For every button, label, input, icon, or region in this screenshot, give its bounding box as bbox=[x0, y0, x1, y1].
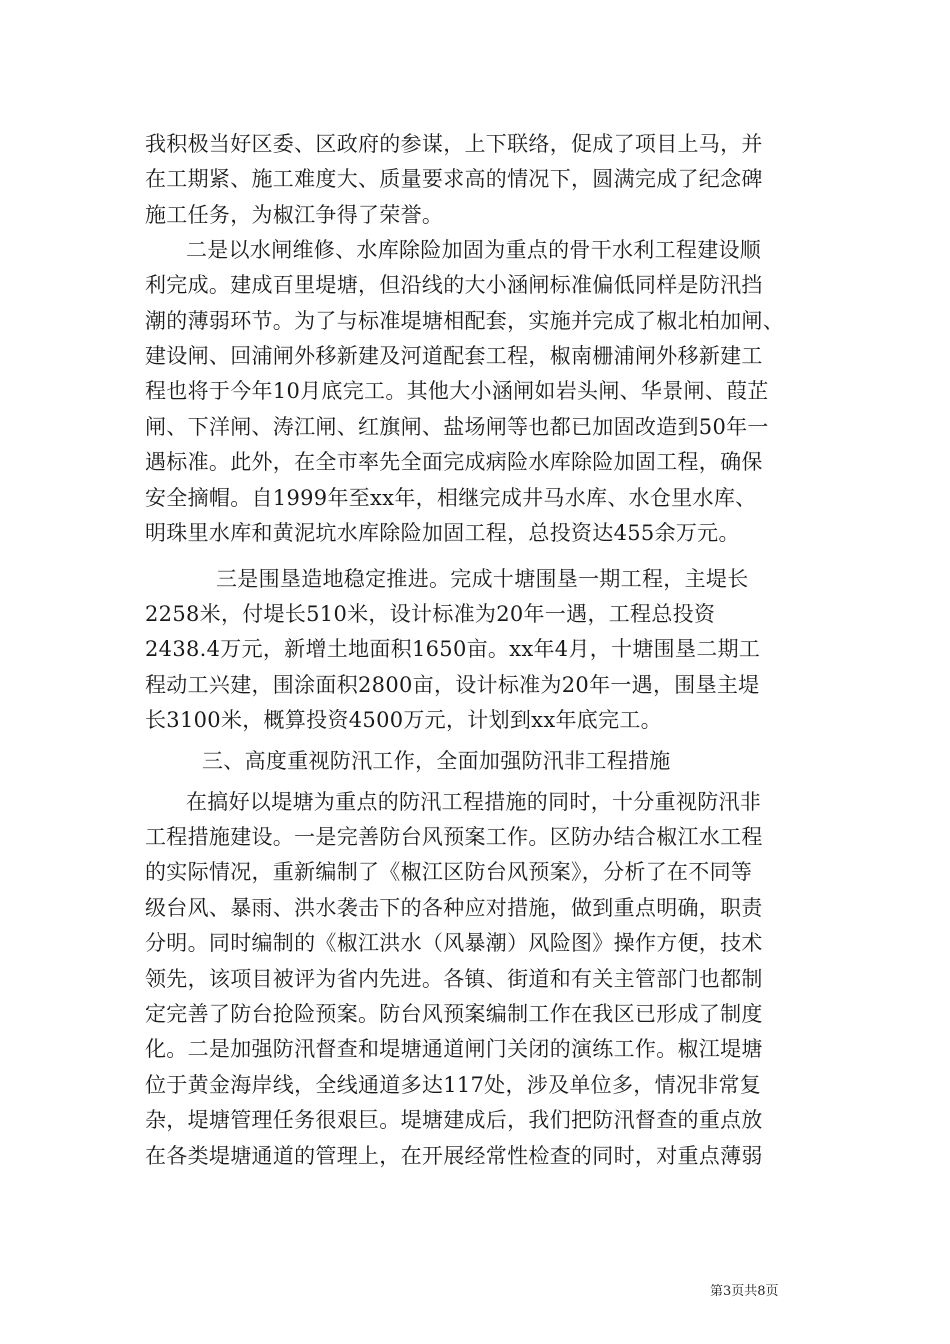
text-line: 我积极当好区委、区政府的参谋，上下联络，促成了项目上马，并 bbox=[145, 132, 763, 156]
text-line: 长3100米，概算投资4500万元，计划到xx年底完工。 bbox=[145, 708, 662, 732]
text-line: 明珠里水库和黄泥坑水库除险加固工程，总投资达455余万元。 bbox=[145, 521, 740, 545]
text-line: 程动工兴建，围涂面积2800亩，设计标准为20年一遇，围垦主堤 bbox=[145, 673, 760, 697]
text-line: 定完善了防台抢险预案。防台风预案编制工作在我区已形成了制度 bbox=[145, 1002, 763, 1026]
text-line: 化。二是加强防汛督查和堤塘通道闸门关闭的演练工作。椒江堤塘 bbox=[145, 1037, 763, 1061]
text-line: 施工任务，为椒江争得了荣誉。 bbox=[145, 203, 444, 227]
paragraph-start-line: 在搞好以堤塘为重点的防汛工程措施的同时，十分重视防汛非 bbox=[186, 790, 762, 814]
text-line: 安全摘帽。自1999年至xx年，相继完成井马水库、水仓里水库、 bbox=[145, 486, 757, 510]
section-heading: 三、高度重视防汛工作，全面加强防汛非工程措施 bbox=[202, 749, 671, 773]
text-line: 2258米，付堤长510米，设计标准为20年一遇，工程总投资 bbox=[145, 602, 716, 626]
text-line: 闸、下洋闸、涛江闸、红旗闸、盐场闸等也都已加固改造到50年一 bbox=[145, 415, 769, 439]
page-number-footer: 第3页共8页 bbox=[710, 1284, 779, 1299]
text-line: 杂，堤塘管理任务很艰巨。堤塘建成后，我们把防汛督查的重点放 bbox=[145, 1108, 763, 1132]
text-line: 遇标准。此外，在全市率先全面完成病险水库除险加固工程，确保 bbox=[145, 450, 763, 474]
paragraph-start-line: 三是围垦造地稳定推进。完成十塘围垦一期工程，主堤长 bbox=[216, 567, 749, 591]
text-line: 潮的薄弱环节。为了与标准堤塘相配套，实施并完成了椒北柏加闸、 bbox=[145, 309, 784, 333]
text-line: 建设闸、回浦闸外移新建及河道配套工程，椒南栅浦闸外移新建工 bbox=[145, 344, 763, 368]
text-line: 分明。同时编制的《椒江洪水（风暴潮）风险图》操作方便，技术 bbox=[145, 931, 763, 955]
text-line: 2438.4万元，新增土地面积1650亩。xx年4月，十塘围垦二期工 bbox=[145, 637, 761, 661]
text-line: 在工期紧、施工难度大、质量要求高的情况下，圆满完成了纪念碑 bbox=[145, 167, 763, 191]
text-line: 级台风、暴雨、洪水袭击下的各种应对措施，做到重点明确，职责 bbox=[145, 896, 763, 920]
text-line: 位于黄金海岸线，全线通道多达117处，涉及单位多，情况非常复 bbox=[145, 1073, 762, 1097]
text-line: 工程措施建设。一是完善防台风预案工作。区防办结合椒江水工程 bbox=[145, 825, 763, 849]
text-line: 程也将于今年10月底完工。其他大小涵闸如岩头闸、华景闸、葭芷 bbox=[145, 379, 769, 403]
text-line: 的实际情况，重新编制了《椒江区防台风预案》，分析了在不同等 bbox=[145, 860, 753, 884]
text-line: 利完成。建成百里堤塘，但沿线的大小涵闸标准偏低同样是防汛挡 bbox=[145, 273, 763, 297]
paragraph-start-line: 二是以水闸维修、水库除险加固为重点的骨干水利工程建设顺 bbox=[186, 238, 762, 262]
text-line: 在各类堤塘通道的管理上，在开展经常性检查的同时，对重点薄弱 bbox=[145, 1144, 763, 1168]
text-line: 领先，该项目被评为省内先进。各镇、街道和有关主管部门也都制 bbox=[145, 967, 763, 991]
